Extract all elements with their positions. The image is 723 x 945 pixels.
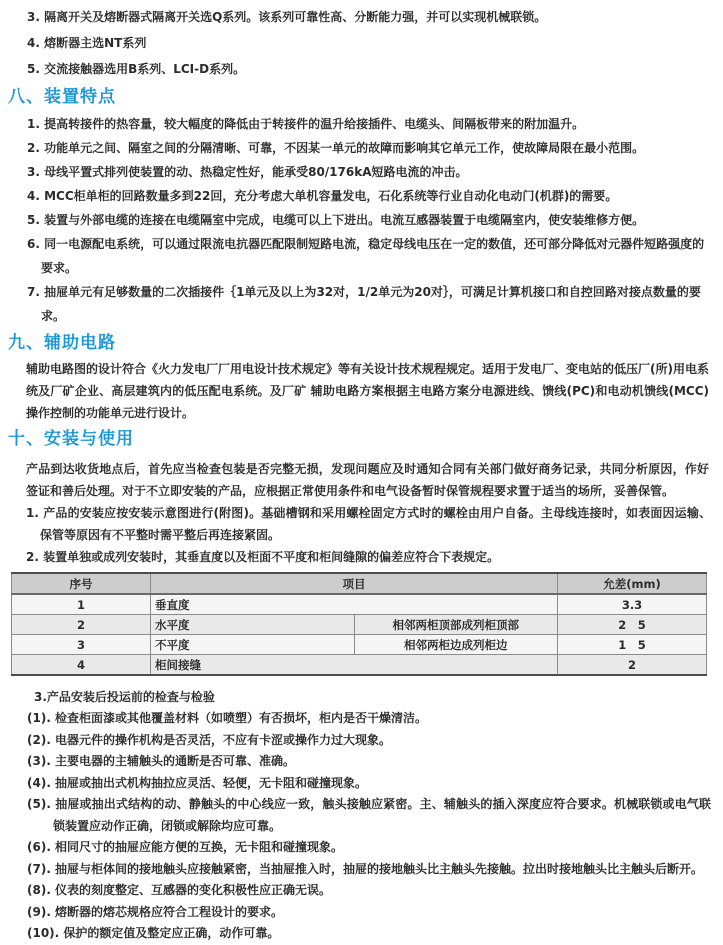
section-title-features: 八、装置特点 [8, 87, 116, 107]
cell-item: 垂直度 [151, 594, 558, 615]
inspection-item: (6). 相同尺寸的抽屉应能方便的互换，无卡阻和碰撞现象。 [27, 840, 344, 854]
install-intro-paragraph: 产品到达收货地点后，首先应当检查包装是否完整无损，发现问题应及时通知合同有关部门做好商务记录，共同分析原因，作好签证和善后处理。对于不立即安装的产品，应根据正常使用条件和电气设备暂时保管规程要求置于适当的场所，妥善保管。 [26, 462, 709, 498]
feature-item: 5. 装置与外部电缆的连接在电缆隔室中完成，电缆可以上下进出。电流互感器装置于电缆隔室内，使安装维修方便。 [27, 213, 645, 227]
table-row [12, 635, 707, 655]
header-tolerance: 允差(mm) [558, 573, 707, 594]
install-item: 1. 产品的安装应按安装示意图进行(附图)。基础槽钢和采用螺栓固定方式时的螺栓由用户自备。主母线连接时，如表面因运输、保管等原因有不平整时需平整后再连接紧固。 [26, 506, 711, 542]
feature-item: 7. 抽屉单元有足够数量的二次插接件｛1单元及以上为32对，1/2单元为20对｝，可满足计算机接口和自控回路对接点数量的要求。 [27, 285, 701, 323]
cell-item: 不平度 [151, 635, 355, 655]
inspection-item: (7). 抽屉与柜体间的接地触头应接触紧密，当抽屉推入时，抽屉的接地触头比主触头先接触。拉出时接地触头比主触头后断开。 [27, 861, 704, 876]
table-row [12, 594, 707, 615]
cell-no: 1 [12, 594, 151, 615]
inspection-item: (5). 抽屉或抽出式结构的动、静触头的中心线应一致，触头接触应紧密。主、辅触头的插入深度应符合要求。机械联锁或电气联锁装置应动作正确，闭锁或解除均应可靠。 [27, 797, 711, 833]
inspection-item: (8). 仪表的刻度整定、互感器的变化积极性应正确无误。 [27, 883, 332, 897]
intro-item: 4. 熔断器主选NT系列 [27, 36, 147, 50]
header-no: 序号 [12, 573, 151, 594]
cell-tolerance: 1 5 [558, 635, 707, 655]
cell-no: 4 [12, 655, 151, 676]
section-title-install: 十、安装与使用 [8, 429, 134, 449]
inspection-item: (3). 主要电器的主辅触头的通断是否可靠、准确。 [27, 754, 296, 768]
table-row [12, 615, 707, 635]
intro-item: 3. 隔离开关及熔断器式隔离开关选Q系列。该系列可靠性高、分断能力强，并可以实现机械联锁。 [27, 10, 547, 24]
tolerance-table [11, 572, 707, 676]
cell-tolerance: 3.3 [558, 594, 707, 615]
feature-item: 2. 功能单元之间、隔室之间的分隔清晰、可靠，不因某一单元的故障而影响其它单元工作，使故障局限在最小范围。 [27, 141, 645, 155]
section-title-auxiliary: 九、辅助电路 [8, 333, 116, 353]
inspection-list [8, 708, 711, 945]
inspection-item: (10). 保护的额定值及整定应正确，动作可靠。 [27, 926, 280, 940]
feature-item: 3. 母线平置式排列使装置的动、热稳定性好，能承受80/176kA短路电流的冲击。 [27, 165, 468, 179]
feature-item: 1. 提高转接件的热容量，较大幅度的降低由于转接件的温升给接插件、电缆头、间隔板带来的附加温升。 [27, 117, 585, 131]
install-item: 2. 装置单独或成列安装时，其垂直度以及柜面不平度和柜间缝隙的偏差应符合下表规定。 [26, 550, 500, 564]
feature-item: 6. 同一电源配电系统，可以通过限流电抗器匹配限制短路电流，稳定母线电压在一定的数值，还可部分降低对元器件短路强度的要求。 [27, 237, 705, 275]
cell-no: 2 [12, 615, 151, 635]
install-list [8, 502, 711, 568]
header-item: 项目 [151, 573, 558, 594]
auxiliary-paragraph: 辅助电路图的设计符合《火力发电厂厂用电设计技术规定》等有关设计技术规程规定。适用于发电厂、变电站的低压厂(所)用电系统及厂矿企业、高层建筑内的低压配电系统。及厂矿 辅助电路方案根据主电路方案分电源进线、馈线(PC)和电动机馈线(MCC)操作控制的功能单元进行设计。 [26, 362, 709, 420]
inspection-item: (4). 抽屉或抽出式机构抽拉应灵活、轻便，无卡阻和碰撞现象。 [27, 775, 368, 790]
features-list [8, 112, 711, 328]
cell-item: 柜间接缝 [151, 655, 558, 676]
cell-item: 水平度 [151, 615, 355, 635]
feature-item: 4. MCC柜单柜的回路数量多到22回，充分考虑大单机容量发电，石化系统等行业自动化电动门(机群)的需要。 [27, 189, 618, 203]
cell-tolerance: 2 5 [558, 615, 707, 635]
inspection-item: (9). 熔断器的熔芯规格应符合工程设计的要求。 [27, 904, 284, 919]
cell-no: 3 [12, 635, 151, 655]
cell-sub-item: 相邻两柜顶部成列柜顶部 [354, 615, 558, 635]
inspection-item: (2). 电器元件的操作机构是否灵活，不应有卡涩或操作力过大现象。 [27, 732, 392, 747]
inspection-item: (1). 检查柜面漆或其他覆盖材料（如喷塑）有否损坏，柜内是否干燥清洁。 [27, 711, 428, 725]
table-row [12, 655, 707, 676]
inspection-section [8, 686, 711, 945]
inspection-title: 3.产品安装后投运前的检查与检验 [34, 690, 215, 704]
table-header-row [12, 573, 707, 594]
cell-sub-item: 相邻两柜边成列柜边 [354, 635, 558, 655]
cell-tolerance: 2 [558, 655, 707, 676]
intro-item: 5. 交流接触器选用B系列、LCI-D系列。 [27, 62, 246, 76]
intro-list [8, 4, 711, 82]
